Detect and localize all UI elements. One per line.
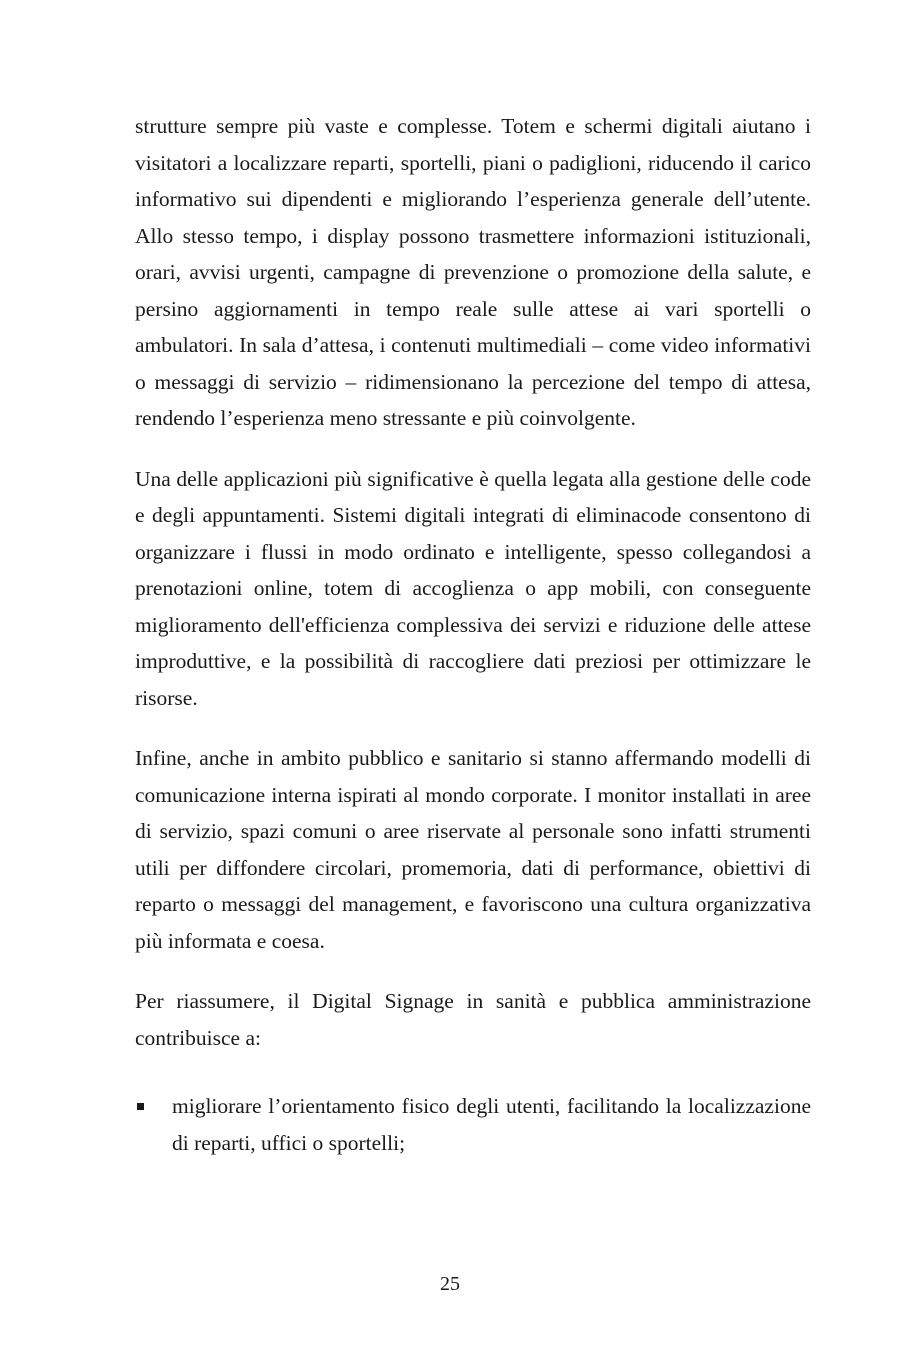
paragraph-3: Infine, anche in ambito pubblico e sanitario si stanno affermando modelli di comunicazione interna ispirati al mondo corporate. I monitor installati in aree di servizio, spazi comuni o aree riservate al personale sono infatti strumenti utili per diffondere circolari, promemoria, dati di performance, obiettivi di reparto o messaggi del management, e favoriscono una cultura organizzativa più informata e coesa. [135, 746, 811, 953]
paragraph-4: Per riassumere, il Digital Signage in sanità e pubblica amministrazione contribuisce a: [135, 989, 811, 1050]
list-item-text: migliorare l’orientamento fisico degli utenti, facilitando la localizzazione di reparti, uffici o sportelli; [172, 1094, 811, 1155]
paragraph-2: Una delle applicazioni più significative è quella legata alla gestione delle code e degli appuntamenti. Sistemi digitali integrati di eliminacode consentono di organizzare i flussi in modo ordinato e intelligente, spesso collegandosi a prenotazioni online, totem di accoglienza o app mobili, con conseguente miglioramento dell'efficienza complessiva dei servizi e riduzione delle attese improduttive, e la possibilità di raccogliere dati preziosi per ottimizzare le risorse. [135, 466, 811, 710]
bullet-list [135, 1088, 811, 1161]
page-number: 25 [440, 1273, 460, 1295]
paragraph-1: strutture sempre più vaste e complesse. Totem e schermi digitali aiutano i visitatori a localizzare reparti, sportelli, piani o padiglioni, riducendo il carico informativo sui dipendenti e migliorando l’esperienza generale dell’utente. Allo stesso tempo, i display possono trasmettere informazioni istituzionali, orari, avvisi urgenti, campagne di prevenzione o promozione della salute, e persino aggiornamenti in tempo reale sulle attese ai vari sportelli o ambulatori. In sala d’attesa, i contenuti multimediali – come video informativi o messaggi di servizio – ridimensionano la percezione del tempo di attesa, rendendo l’esperienza meno stressante e più coinvolgente. [135, 114, 811, 430]
square-bullet-icon [137, 1103, 144, 1110]
page-body [135, 108, 811, 1161]
list-item [135, 1088, 811, 1161]
